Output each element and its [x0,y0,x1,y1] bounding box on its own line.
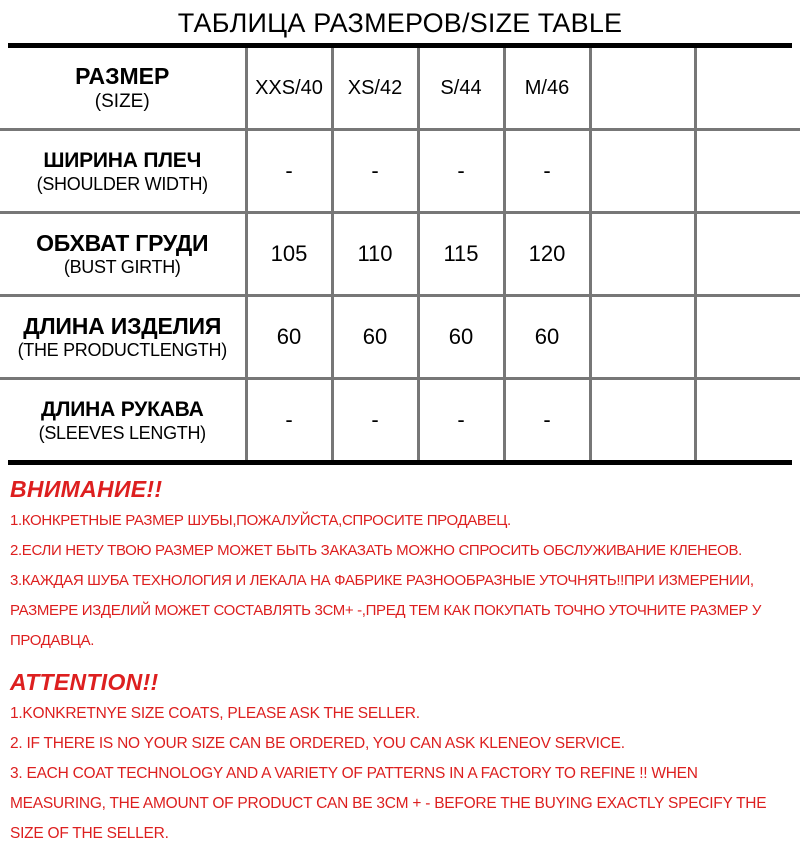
row-label-ru: ШИРИНА ПЛЕЧ [43,148,202,172]
size-header-empty-2 [695,48,800,130]
notices-section [0,465,800,849]
attention-heading-ru: ВНИМАНИЕ!! [10,476,163,502]
table-row [0,296,800,379]
row-label-ru: ОБХВАТ ГРУДИ [36,229,209,256]
cell-sleeves-s: - [418,379,504,461]
attention-heading-en: ATTENTION!! [10,669,159,695]
notice-en-line-2: 2. IF THERE IS NO YOUR SIZE CAN BE ORDERED, YOU CAN ASK KLENEOV SERVICE. [10,735,625,752]
notice-ru-line-1: 1.КОНКРЕТНЫЕ РАЗМЕР ШУБЫ,ПОЖАЛУЙСТА,СПРОСИТЕ ПРОДАВЕЦ. [10,512,511,529]
cell-length-empty-1 [590,296,695,379]
row-label-sleeves-length [0,379,246,461]
cell-bust-xxs: 105 [246,213,332,296]
notice-ru-line-3: 3.КАЖДАЯ ШУБА ТЕХНОЛОГИЯ И ЛЕКАЛА НА ФАБРИКЕ РАЗНООБРАЗНЫЕ УТОЧНЯТЬ!!ПРИ ИЗМЕРЕНИИ, РАЗМЕРЕ ИЗДЕЛИЙ МОЖЕТ СОСТАВЛЯТЬ 3СМ+ -,ПРЕД ТЕМ КАК ПОКУПАТЬ ТОЧНО УТОЧНИТЕ РАЗМЕР У ПРОДАВЦА. [10,572,762,649]
cell-bust-empty-1 [590,213,695,296]
cell-shoulder-empty-2 [695,130,800,213]
size-header-m: M/46 [504,48,590,130]
cell-sleeves-empty-1 [590,379,695,461]
notice-en-line-1: 1.KONKRETNYE SIZE COATS, PLEASE ASK THE SELLER. [10,705,420,722]
cell-sleeves-xs: - [332,379,418,461]
cell-length-empty-2 [695,296,800,379]
size-table-container [0,48,800,460]
row-label-ru: ДЛИНА ИЗДЕЛИЯ [23,312,222,339]
cell-shoulder-xxs: - [246,130,332,213]
cell-sleeves-m: - [504,379,590,461]
cell-bust-empty-2 [695,213,800,296]
row-label-shoulder-width [0,130,246,213]
header-label-en: (SIZE) [94,91,150,112]
cell-length-m: 60 [504,296,590,379]
table-row [0,213,800,296]
row-label-en: (SLEEVES LENGTH) [38,422,206,443]
row-label-en: (SHOULDER WIDTH) [36,173,208,194]
row-label-product-length [0,296,246,379]
size-header-s: S/44 [418,48,504,130]
table-header-row [0,48,800,130]
table-row [0,379,800,461]
cell-length-s: 60 [418,296,504,379]
row-label-en: (THE PRODUCTLENGTH) [17,339,227,360]
row-label-ru: ДЛИНА РУКАВА [40,397,204,421]
cell-shoulder-s: - [418,130,504,213]
cell-shoulder-m: - [504,130,590,213]
table-row [0,130,800,213]
size-header-empty-1 [590,48,695,130]
cell-bust-xs: 110 [332,213,418,296]
cell-sleeves-xxs: - [246,379,332,461]
size-header-xxs: XXS/40 [246,48,332,130]
cell-length-xs: 60 [332,296,418,379]
cell-length-xxs: 60 [246,296,332,379]
size-header-xs: XS/42 [332,48,418,130]
header-label-ru: РАЗМЕР [75,63,170,89]
row-label-en: (BUST GIRTH) [63,256,181,277]
cell-bust-s: 115 [418,213,504,296]
cell-bust-m: 120 [504,213,590,296]
cell-sleeves-empty-2 [695,379,800,461]
row-label-bust-girth [0,213,246,296]
cell-shoulder-empty-1 [590,130,695,213]
cell-shoulder-xs: - [332,130,418,213]
page-title-block [0,0,800,40]
header-label-cell [0,48,246,130]
notice-en-line-3: 3. EACH COAT TECHNOLOGY AND A VARIETY OF PATTERNS IN A FACTORY TO REFINE !! WHEN MEASURING, THE AMOUNT OF PRODUCT CAN BE 3CM + - BEFORE THE BUYING EXACTLY SPECIFY THE SIZE OF THE SELLER. [10,765,767,842]
page-title: ТАБЛИЦА РАЗМЕРОВ/SIZE TABLE [177,8,623,38]
size-table [0,48,800,460]
notice-ru-line-2: 2.ЕСЛИ НЕТУ ТВОЮ РАЗМЕР МОЖЕТ БЫТЬ ЗАКАЗАТЬ МОЖНО СПРОСИТЬ ОБСЛУЖИВАНИЕ КЛЕНЕОВ. [10,542,742,559]
